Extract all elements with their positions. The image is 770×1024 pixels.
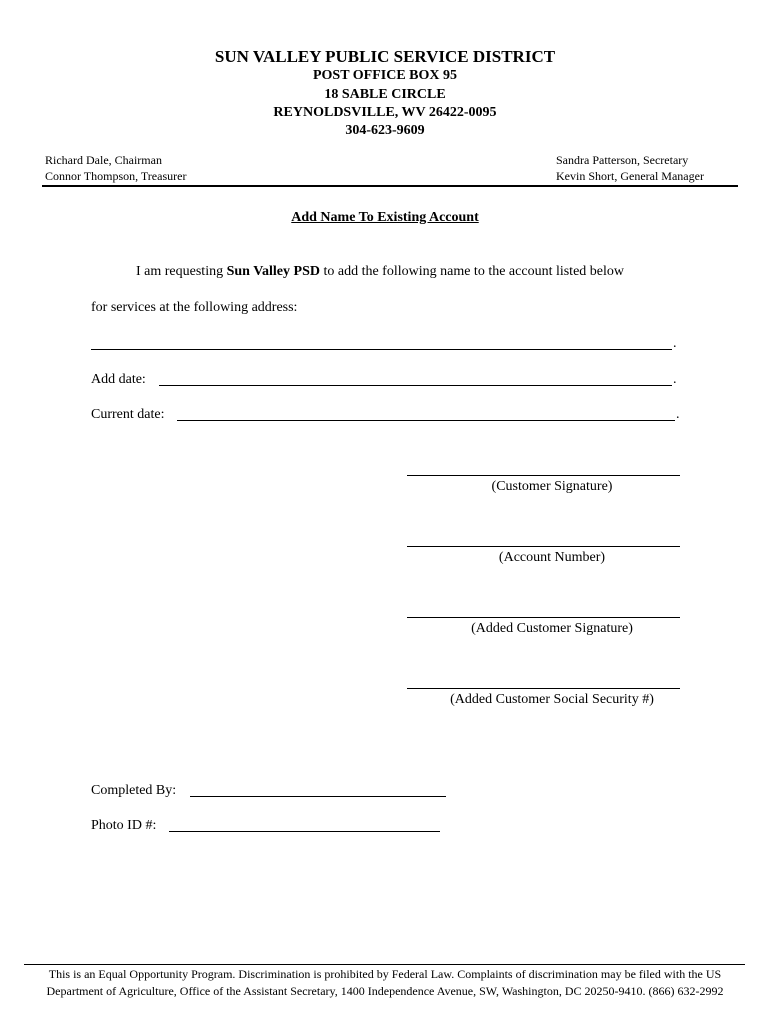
officer-general-manager: Kevin Short, General Manager (556, 169, 704, 183)
added-customer-ssn-field[interactable] (407, 688, 680, 689)
request-sentence (136, 264, 624, 280)
photo-id-field[interactable] (169, 831, 440, 832)
photo-id-label: Photo ID #: (91, 818, 157, 833)
footer-line-2: Department of Agriculture, Office of the Assistant Secretary, 1400 Independence Avenue, SW, Washington, DC 20250-9410. (866) 632-2992 (46, 984, 724, 998)
footer-divider (24, 964, 745, 965)
phone-number: 304-623-9609 (345, 123, 425, 138)
added-customer-signature-caption: (Added Customer Signature) (471, 621, 633, 636)
services-address-text: for services at the following address: (91, 300, 298, 315)
customer-signature-field[interactable] (407, 475, 680, 476)
account-number-caption: (Account Number) (498, 550, 606, 565)
address-line-po-box: POST OFFICE BOX 95 (312, 68, 458, 83)
officer-chairman: Richard Dale, Chairman (45, 153, 162, 167)
request-prefix: I am requesting (136, 264, 227, 279)
officer-secretary: Sandra Patterson, Secretary (556, 153, 689, 167)
current-date-label: Current date: (91, 407, 165, 422)
request-suffix: to add the following name to the account listed below (319, 264, 625, 279)
current-date-field[interactable] (177, 420, 675, 421)
added-customer-signature-field[interactable] (407, 617, 680, 618)
address-line-street: 18 SABLE CIRCLE (324, 87, 446, 102)
request-org-name: Sun Valley PSD (226, 264, 320, 279)
added-customer-ssn-caption: (Added Customer Social Security #) (450, 692, 654, 707)
form-title: Add Name To Existing Account (291, 210, 479, 225)
completed-by-label: Completed By: (91, 783, 177, 798)
customer-signature-caption: (Customer Signature) (491, 479, 613, 494)
address-period: . (673, 336, 677, 351)
header-divider (42, 185, 738, 187)
service-address-field[interactable] (91, 349, 672, 350)
org-name: SUN VALLEY PUBLIC SERVICE DISTRICT (214, 47, 556, 66)
officer-treasurer: Connor Thompson, Treasurer (45, 169, 187, 183)
footer-line-1: This is an Equal Opportunity Program. Discrimination is prohibited by Federal Law. Complaints of discrimination may be filed with the US (48, 967, 722, 981)
add-date-label: Add date: (91, 372, 146, 387)
add-date-field[interactable] (159, 385, 672, 386)
address-line-city: REYNOLDSVILLE, WV 26422-0095 (273, 105, 497, 120)
current-date-period: . (676, 407, 680, 422)
completed-by-field[interactable] (190, 796, 446, 797)
account-number-field[interactable] (407, 546, 680, 547)
add-date-period: . (673, 372, 677, 387)
